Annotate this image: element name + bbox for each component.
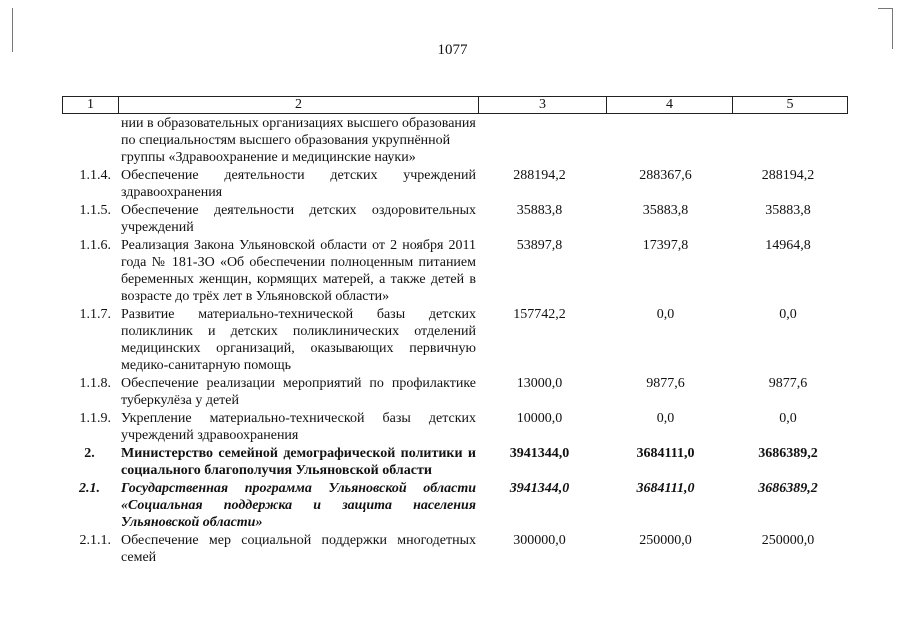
- row-number: 1.1.4.: [79, 168, 111, 183]
- row-value-col3: 10000,0: [516, 411, 563, 426]
- row-value-col3: 3941344,0: [509, 446, 570, 461]
- row-number: 2.1.: [79, 481, 100, 496]
- row-value-col3: 288194,2: [513, 168, 566, 183]
- row-number: 1.1.9.: [79, 411, 111, 426]
- row-number: 1.1.5.: [79, 203, 111, 218]
- row-value-col5: 0,0: [779, 307, 797, 322]
- table-row: [62, 306, 848, 374]
- row-value-col5: 14964,8: [765, 238, 811, 253]
- table-row: [62, 237, 848, 305]
- row-value-col3: 157742,2: [513, 307, 566, 322]
- budget-table-body: [62, 115, 848, 567]
- row-value-col5: 288194,2: [761, 168, 815, 183]
- row-value-col3: 35883,8: [516, 203, 563, 218]
- row-description: Реализация Закона Ульяновской области от 2 ноября 2011 года № 181-ЗО «Об обеспечении полноценным питанием беременных женщин, кормящих матерей, а также детей в возрасте до трёх лет в Ульяновской области»: [121, 238, 476, 304]
- table-row: [62, 480, 848, 531]
- table-header-row: [62, 96, 848, 114]
- row-value-col3: 13000,0: [516, 376, 563, 391]
- row-number: 1.1.8.: [79, 376, 111, 391]
- row-description: Обеспечение мер социальной поддержки многодетных семей: [121, 533, 476, 565]
- row-value-col5: 250000,0: [761, 533, 815, 548]
- row-description: нии в образовательных организациях высшего образования по специальностям высшего образования укрупнённой группы «Здравоохранение и медицинские науки»: [121, 116, 476, 165]
- table-row: [62, 167, 848, 201]
- row-value-col4: 3684111,0: [636, 446, 695, 461]
- row-value-col4: 288367,6: [639, 168, 692, 183]
- row-description: Обеспечение деятельности детских оздоровительных учреждений: [121, 203, 476, 235]
- row-value-col4: 0,0: [656, 307, 675, 322]
- row-description: Обеспечение деятельности детских учреждений здравоохранения: [121, 168, 476, 200]
- row-value-col4: 17397,8: [642, 238, 689, 253]
- table-row: [62, 375, 848, 409]
- table-row: [62, 202, 848, 236]
- column-header-1: 1: [63, 97, 119, 113]
- table-row: [62, 532, 848, 566]
- row-number: 1.1.7.: [79, 307, 111, 322]
- row-value-col4: 9877,6: [646, 376, 685, 391]
- row-value-col5: 9877,6: [768, 376, 808, 391]
- row-value-col5: 3686389,2: [758, 446, 818, 461]
- row-description: Министерство семейной демографической политики и социального благополучия Ульяновской области: [121, 446, 476, 478]
- table-row: [62, 445, 848, 479]
- row-number: 2.1.1.: [79, 533, 111, 548]
- column-header-2: 2: [119, 97, 479, 113]
- row-value-col4: 250000,0: [639, 533, 692, 548]
- row-value-col5: 0,0: [779, 411, 797, 426]
- row-number: 1.1.6.: [79, 238, 111, 253]
- row-value-col3: 53897,8: [516, 238, 563, 253]
- table-row: [62, 410, 848, 444]
- row-value-col4: 3684111,0: [636, 481, 695, 496]
- column-header-3: 3: [479, 97, 607, 113]
- row-value-col4: 0,0: [656, 411, 675, 426]
- column-header-4: 4: [607, 97, 733, 113]
- row-description: Обеспечение реализации мероприятий по профилактике туберкулёза у детей: [121, 376, 476, 408]
- page-number: 1077: [437, 42, 468, 58]
- row-number: 2.: [84, 446, 95, 461]
- row-value-col5: 3686389,2: [758, 481, 818, 496]
- column-header-5: 5: [786, 97, 794, 112]
- row-description: Государственная программа Ульяновской области «Социальная поддержка и защита населения Ульяновской области»: [121, 481, 476, 530]
- row-description: Укрепление материально-технической базы детских учреждений здравоохранения: [121, 411, 476, 443]
- row-value-col4: 35883,8: [642, 203, 689, 218]
- row-description: Развитие материально-технической базы детских поликлиник и детских поликлинических отделений медицинских организаций, оказывающих первичную медико-санитарную помощь: [121, 307, 476, 373]
- row-value-col3: 3941344,0: [509, 481, 570, 496]
- table-row: [62, 115, 848, 166]
- row-value-col5: 35883,8: [765, 203, 811, 218]
- row-value-col3: 300000,0: [513, 533, 566, 548]
